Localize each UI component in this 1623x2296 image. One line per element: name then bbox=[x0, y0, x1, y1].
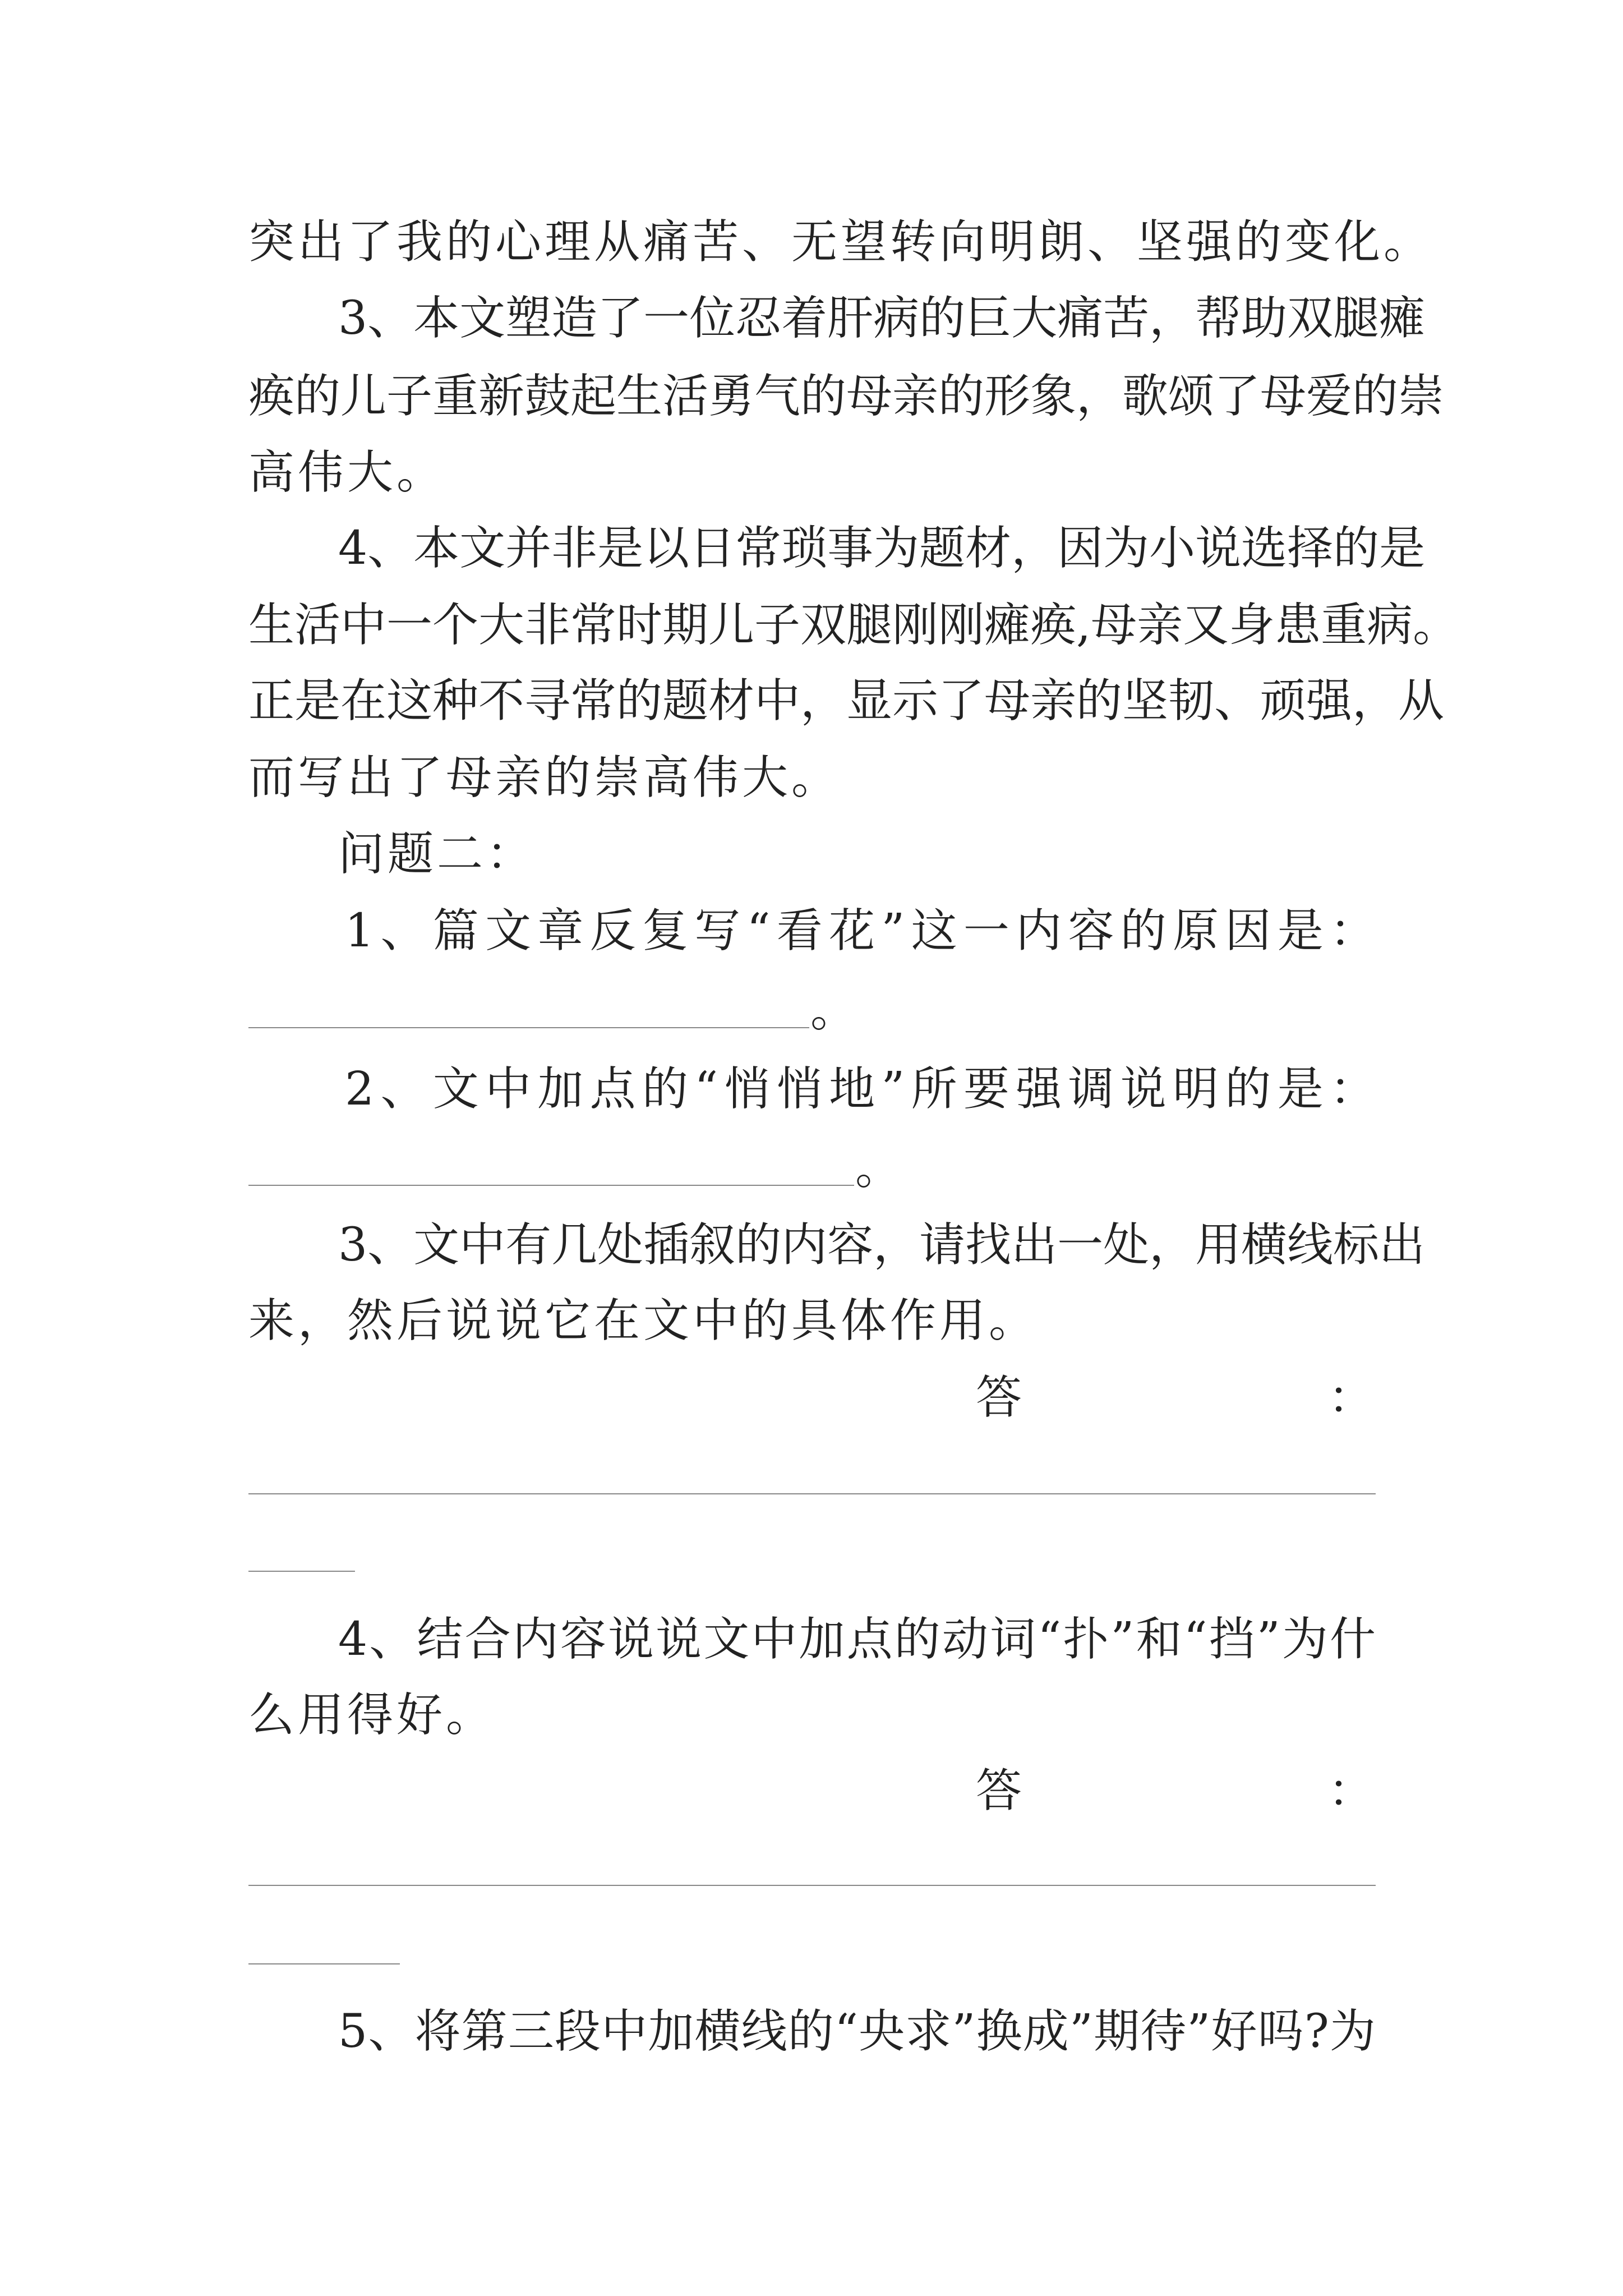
answer-blank[interactable] bbox=[248, 1885, 1376, 1886]
answer-label: 答 bbox=[976, 1371, 1026, 1424]
answer-colon: ： bbox=[1328, 1371, 1378, 1424]
answer-blank[interactable] bbox=[248, 1571, 355, 1572]
question-line: 2、文中加点的“悄悄地”所要强调说明的是： bbox=[345, 1062, 1376, 1116]
sentence-end: 。 bbox=[855, 1142, 902, 1195]
question-line: 4、结合内容说说文中加点的动词“扑”和“挡”为什 bbox=[338, 1613, 1376, 1666]
question-line: 5、将第三段中加横线的“央求”换成”期待”好吗?为 bbox=[338, 2005, 1376, 2058]
question-line: 1、篇文章反复写“看花”这一内容的原因是： bbox=[345, 904, 1376, 958]
answer-label: 答 bbox=[976, 1764, 1026, 1818]
question-line: 3、文中有几处插叙的内容，请找出一处，用横线标出 bbox=[338, 1218, 1426, 1272]
paragraph-line: 3、本文塑造了一位忍着肝病的巨大痛苦，帮助双腿瘫 bbox=[338, 292, 1426, 345]
section-heading: 问题二： bbox=[338, 827, 536, 881]
paragraph-line: 高伟大。 bbox=[248, 446, 446, 499]
paragraph-line: 正是在这种不寻常的题材中，显示了母亲的坚韧、顽强，从 bbox=[248, 674, 1445, 728]
question-line: 来，然后说说它在文中的具体作用。 bbox=[248, 1294, 1039, 1347]
paragraph-line: 而写出了母亲的崇高伟大。 bbox=[248, 751, 841, 804]
answer-blank[interactable] bbox=[248, 1963, 400, 1964]
paragraph-line: 突出了我的心理从痛苦、无望转向明朗、坚强的变化。 bbox=[248, 215, 1433, 269]
answer-colon: ： bbox=[1328, 1764, 1378, 1818]
paragraph-line: 痪的儿子重新鼓起生活勇气的母亲的形象，歌颂了母爱的崇 bbox=[248, 370, 1445, 423]
paragraph-line: 4、本文并非是以日常琐事为题材，因为小说选择的是 bbox=[338, 522, 1426, 575]
answer-blank[interactable] bbox=[248, 1185, 854, 1186]
sentence-end: 。 bbox=[810, 984, 857, 1037]
paragraph-line: 生活中一个大非常时期儿子双腿刚刚瘫痪,母亲又身患重病。 bbox=[248, 599, 1459, 652]
answer-blank[interactable] bbox=[248, 1027, 809, 1028]
question-line: 么用得好。 bbox=[248, 1688, 496, 1742]
answer-blank[interactable] bbox=[248, 1493, 1376, 1494]
